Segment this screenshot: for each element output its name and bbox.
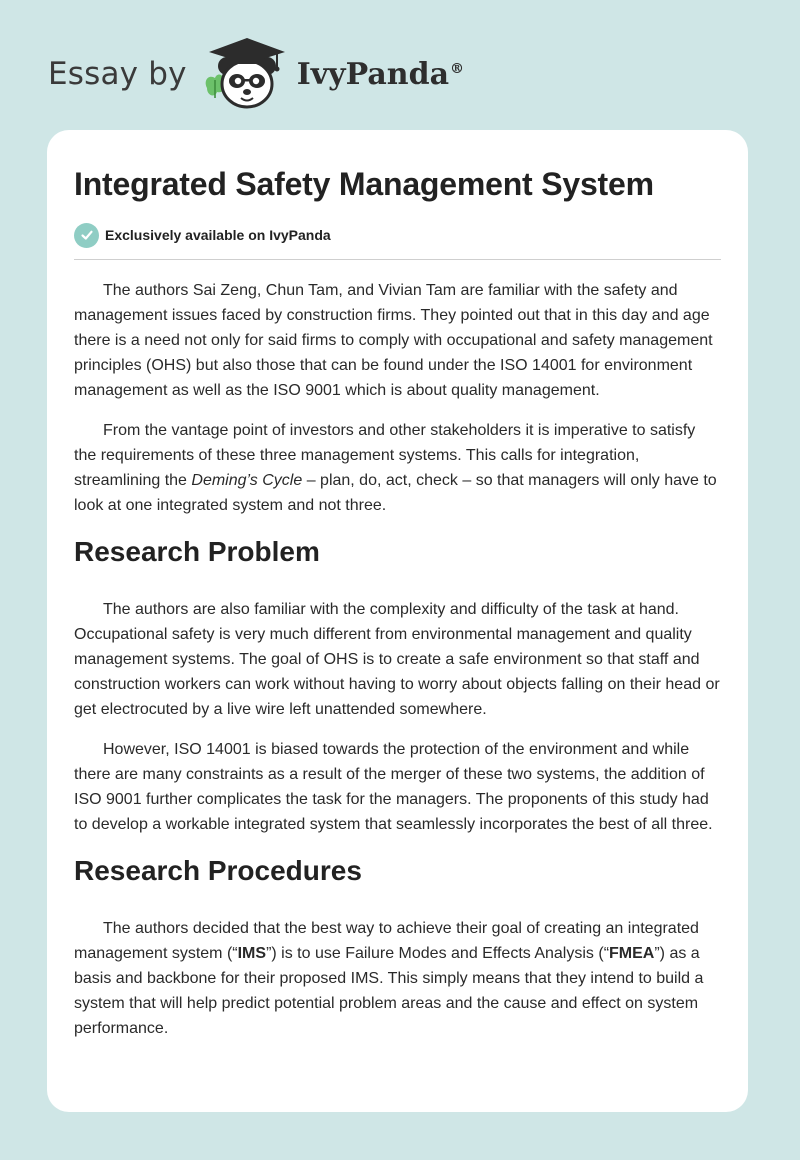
- panda-logo-icon: [201, 36, 291, 112]
- divider: [74, 259, 721, 260]
- brand-header: [48, 34, 464, 114]
- paragraph: From the vantage point of investors and other stakeholders it is imperative to satisfy the requirements of these three management systems. This calls for integration, streamlining the Deming’s Cycle – plan, do, act, check – so that managers will only have to look at one integrated system and not three.: [74, 422, 717, 514]
- paragraph: However, ISO 14001 is biased towards the protection of the environment and while there are many constraints as a result of the merger of these two systems, the addition of ISO 9001 further complicates the task for the managers. The proponents of this study had to develop a workable integrated system that seamlessly incorporates the best of all three.: [74, 741, 713, 833]
- essay-card: [47, 130, 748, 1112]
- section-heading: Research Problem: [74, 536, 320, 567]
- paragraph: The authors Sai Zeng, Chun Tam, and Vivian Tam are familiar with the safety and management issues faced by construction firms. They pointed out that in this day and age there is a need not only for said firms to comply with occupational and safety management principles (OHS) but also those that can be found under the ISO 14001 for environment management as well as the ISO 9001 which is about quality management.: [74, 282, 713, 399]
- brand-prefix: Essay by: [48, 56, 187, 92]
- check-icon: [74, 223, 99, 248]
- bold-term: FMEA: [609, 945, 655, 962]
- paragraph: The authors are also familiar with the complexity and difficulty of the task at hand. Occupational safety is very much different from environmental management and quality management systems. The goal of OHS is to create a safe environment so that staff and construction workers can work without having to worry about objects falling on their head or get electrocuted by a live wire left unattended somewhere.: [74, 601, 720, 718]
- bold-term: IMS: [237, 945, 267, 962]
- exclusive-badge: [74, 222, 721, 248]
- page-title: Integrated Safety Management System: [74, 166, 654, 202]
- emphasis: Deming’s Cycle: [191, 472, 303, 489]
- badge-text: Exclusively available on IvyPanda: [105, 227, 331, 243]
- brand-name: IvyPanda®: [296, 56, 465, 92]
- section-heading: Research Procedures: [74, 855, 362, 886]
- paragraph: The authors decided that the best way to achieve their goal of creating an integrated management system (“IMS”) is to use Failure Modes and Effects Analysis (“FMEA”) as a basis and backbone for their proposed IMS. This simply means that they intend to build a system that will help predict potential problem areas and the cause and effect on system performance.: [74, 920, 704, 1037]
